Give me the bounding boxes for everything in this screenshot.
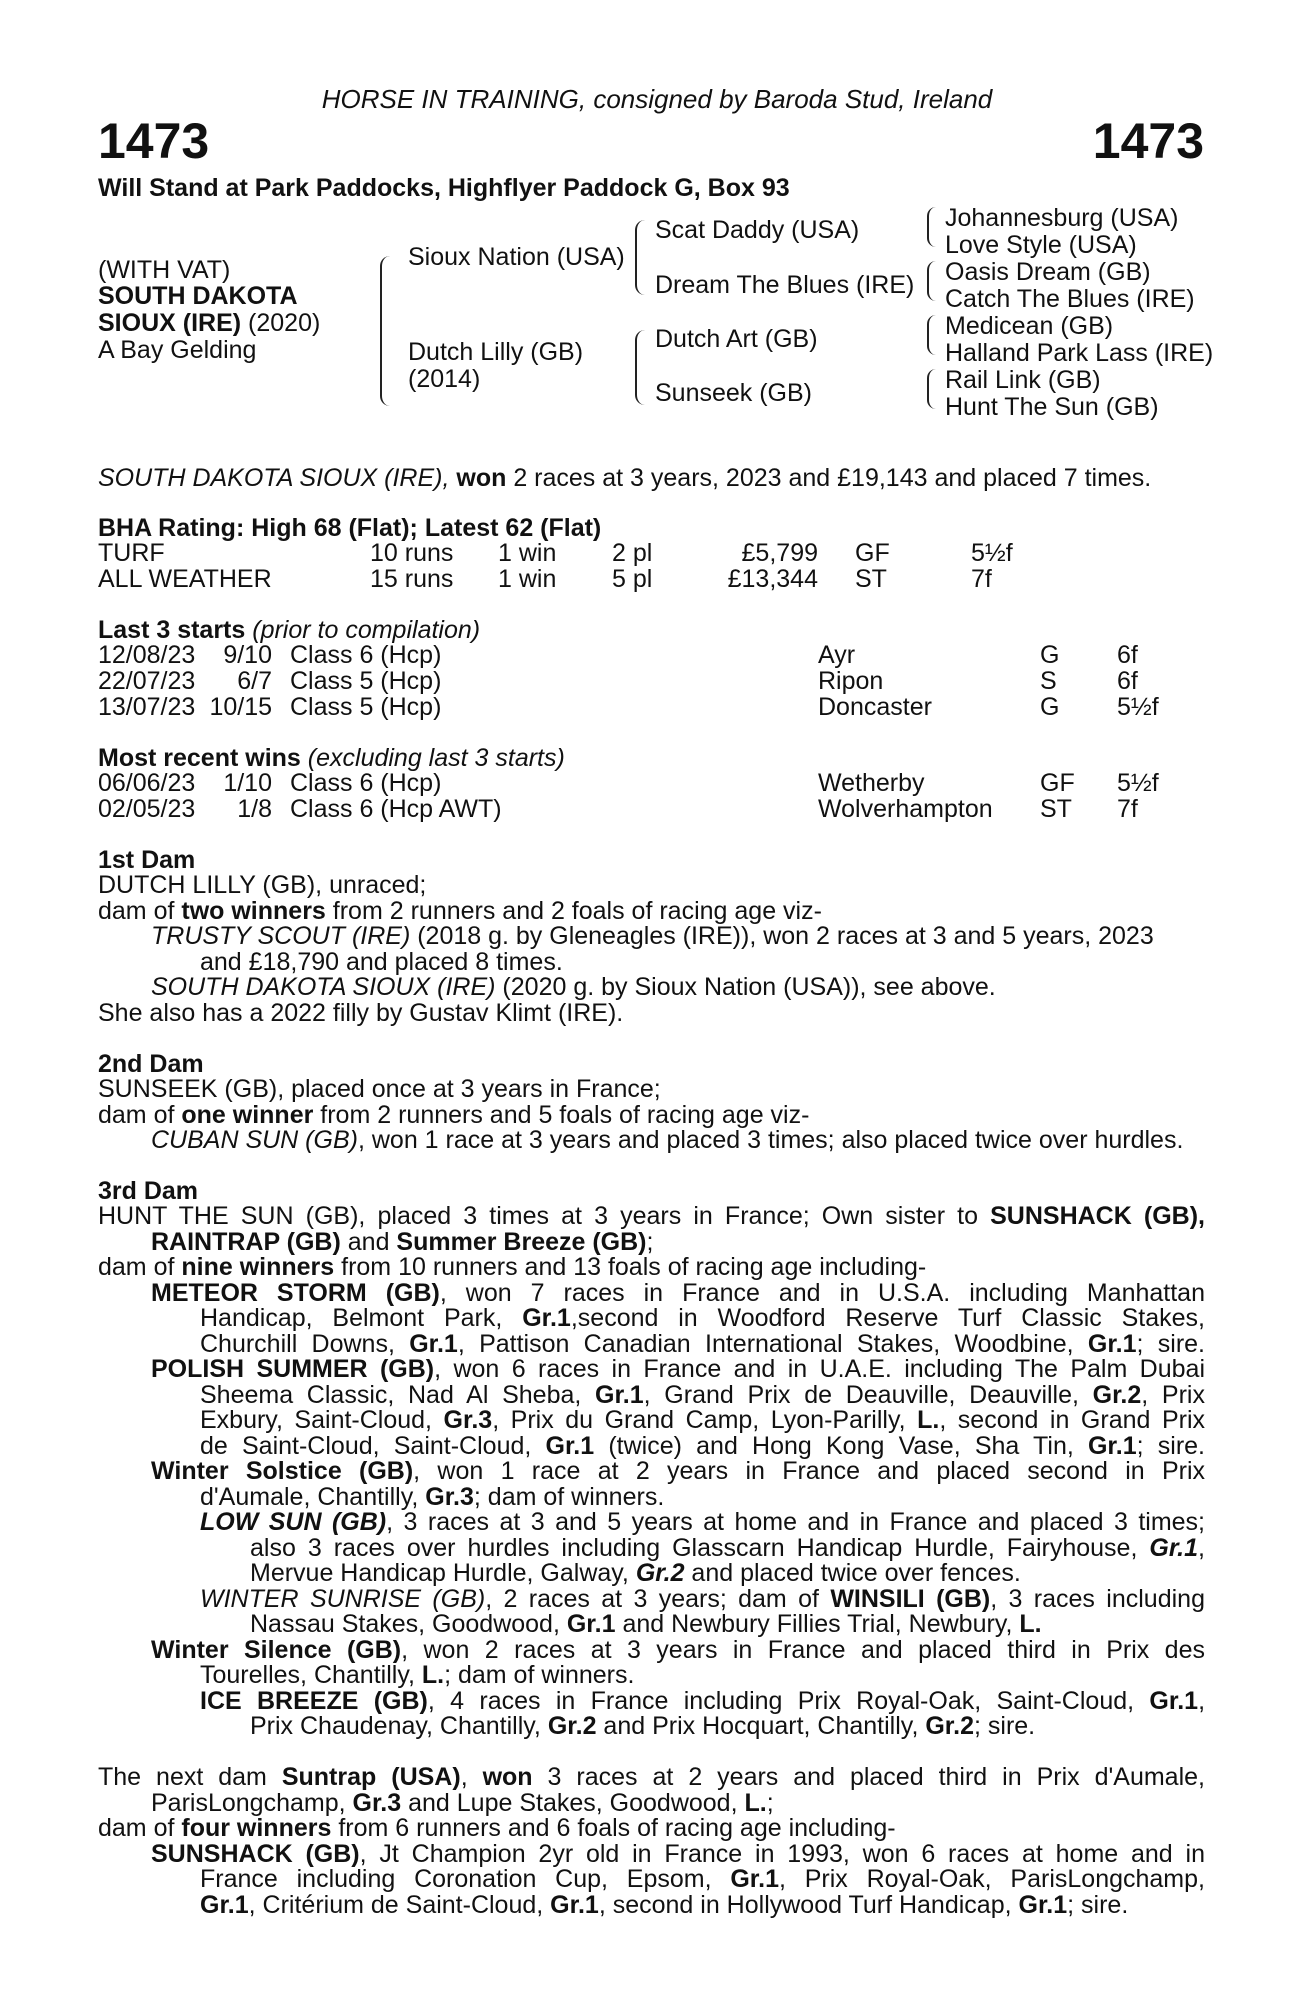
dam3-line: [98, 1204, 1205, 1229]
next-dam-line: [200, 1893, 1205, 1918]
grade: Gr.2: [635, 1559, 685, 1587]
produce-name: SUNSHACK (GB): [151, 1840, 360, 1868]
grade: Gr.1: [1087, 1330, 1137, 1358]
start-going: G: [1040, 693, 1060, 721]
grade: Gr.1: [730, 1865, 779, 1893]
win-position: 1/10: [223, 769, 272, 797]
produce-text: also 3 races over hurdles including Glasscarn Handicap Hurdle, Fairyhouse,: [250, 1534, 1150, 1562]
produce-name: TRUSTY SCOUT (IRE): [151, 922, 411, 950]
start-row: [0, 643, 1314, 669]
win-going: GF: [1040, 769, 1075, 797]
horse-name-line2-text: SIOUX (IRE): [98, 309, 242, 337]
brace-dam: [635, 330, 645, 405]
dam-sire: Dutch Art (GB): [655, 325, 818, 353]
dam3-line: [151, 1230, 1205, 1255]
produce-name: Winter Silence (GB): [151, 1636, 402, 1664]
next-dam-line: [200, 1867, 1205, 1892]
next-dam-winners: four winners: [181, 1814, 332, 1842]
start-distance: 6f: [1117, 641, 1138, 669]
recent-wins-note: (excluding last 3 starts): [307, 744, 565, 772]
start-distance: 5½f: [1117, 693, 1159, 721]
produce-text: , Jt Champion 2yr old in France in 1993, won 6 races at home and in: [359, 1840, 1205, 1868]
produce-text: (twice) and Hong Kong Vase, Sha Tin,: [594, 1432, 1088, 1460]
dam3-line: [98, 1255, 1205, 1280]
produce-text: and placed twice over fences.: [684, 1559, 1021, 1587]
start-course: Ayr: [818, 641, 856, 669]
dam3-line: [200, 1383, 1205, 1408]
grand-7: Rail Link (GB): [945, 366, 1101, 394]
rating-row: [0, 567, 1314, 593]
dam3-text: and: [340, 1228, 397, 1256]
grade: Gr.2: [1092, 1381, 1142, 1409]
win-date: 06/06/23: [98, 769, 196, 797]
dam-dam: Sunseek (GB): [655, 379, 813, 407]
summary-rest: 2 races at 3 years, 2023 and £19,143 and placed 7 times.: [513, 464, 1152, 492]
rating-going: ST: [855, 565, 887, 593]
consignment-line: HORSE IN TRAINING, consigned by Baroda Stud, Ireland: [321, 84, 993, 114]
dam: Dutch Lilly (GB): [408, 338, 584, 366]
dam3-line: [250, 1536, 1205, 1561]
brace-horse: [380, 256, 390, 406]
produce-text: Tourelles, Chantilly,: [200, 1661, 422, 1689]
rating-surface: ALL WEATHER: [98, 565, 272, 593]
start-going: G: [1040, 641, 1060, 669]
produce-text: , won 1 race at 2 years in France and placed second in Prix: [413, 1457, 1205, 1485]
dam3-winners: nine winners: [181, 1253, 335, 1281]
dam1-line: and £18,790 and placed 8 times.: [200, 948, 563, 976]
dam1-text: from 2 runners and 2 foals of racing age viz-: [325, 897, 822, 925]
last3-heading: [98, 618, 480, 643]
produce-text: , Prix Royal-Oak, ParisLongchamp,: [779, 1865, 1205, 1893]
produce-text: Handicap, Belmont Park,: [200, 1304, 523, 1332]
start-position: 6/7: [237, 667, 272, 695]
grade: L.: [744, 1789, 767, 1817]
rating-prize: £5,799: [741, 539, 818, 567]
rating-row: [0, 541, 1314, 567]
next-dam-text: ;: [766, 1789, 774, 1817]
grade: Gr.1: [409, 1330, 458, 1358]
grade: Gr.1: [522, 1304, 571, 1332]
produce-text: , Pattison Canadian International Stakes, Woodbine,: [457, 1330, 1088, 1358]
produce-text: , second in Grand Prix: [939, 1406, 1205, 1434]
dam2-line: [151, 1128, 1183, 1153]
dam1-line: She also has a 2022 filly by Gustav Klimt (IRE).: [98, 999, 624, 1027]
produce-text: , 3 races at 3 and 5 years at home and in France and placed 3 times;: [386, 1508, 1205, 1536]
recent-wins-heading: [98, 746, 565, 771]
dam2-line: SUNSEEK (GB), placed once at 3 years in France;: [98, 1075, 661, 1103]
rating-surface: TURF: [98, 539, 165, 567]
sire: Sioux Nation (USA): [408, 243, 625, 271]
grade: Gr.3: [352, 1789, 402, 1817]
sibling-name: SUNSHACK (GB),: [990, 1202, 1205, 1230]
win-row: [0, 771, 1314, 797]
produce-text: , 4 races in France including Prix Royal-Oak, Saint-Cloud,: [427, 1687, 1150, 1715]
dam3-line: [151, 1638, 1205, 1663]
dam1-heading: 1st Dam: [98, 846, 196, 874]
grand-6: Halland Park Lass (IRE): [945, 339, 1214, 367]
start-row: [0, 669, 1314, 695]
dam2-text: from 2 runners and 5 foals of racing age viz-: [313, 1101, 810, 1129]
start-distance: 6f: [1117, 667, 1138, 695]
win-race: Class 6 (Hcp AWT): [290, 795, 502, 823]
win-going: ST: [1040, 795, 1072, 823]
produce-text: Sheema Classic, Nad Al Sheba,: [200, 1381, 596, 1409]
next-dam-line: [151, 1842, 1205, 1867]
produce-name: CUBAN SUN (GB): [151, 1126, 358, 1154]
produce-text: ; sire.: [1136, 1330, 1206, 1358]
produce-text: ,: [1198, 1687, 1206, 1715]
brace-g2: [927, 261, 936, 301]
produce-text: de Saint-Cloud, Saint-Cloud,: [200, 1432, 546, 1460]
dam-year: (2014): [408, 365, 481, 393]
dam3-line: [151, 1281, 1205, 1306]
produce-text: , Critérium de Saint-Cloud,: [248, 1891, 551, 1919]
produce-name: Winter Solstice (GB): [151, 1457, 414, 1485]
rating-heading: BHA Rating: High 68 (Flat); Latest 62 (Flat): [98, 514, 602, 542]
start-race: Class 5 (Hcp): [290, 667, 442, 695]
produce-text: ; sire.: [1067, 1891, 1129, 1919]
dam3-text: HUNT THE SUN (GB), placed 3 times at 3 years in France; Own sister to: [98, 1202, 991, 1230]
rating-wins: 1 win: [498, 565, 557, 593]
dam1-line: DUTCH LILLY (GB), unraced;: [98, 871, 427, 899]
produce-text: ; dam of winners.: [473, 1483, 665, 1511]
rating-distance: 5½f: [971, 539, 1013, 567]
dam3-line: [200, 1306, 1205, 1331]
dam3-line: [200, 1485, 1205, 1510]
last3-note: (prior to compilation): [252, 616, 481, 644]
dam3-line: [200, 1663, 1205, 1688]
dam3-line: [200, 1434, 1205, 1459]
win-course: Wetherby: [818, 769, 925, 797]
produce-text: , Prix: [1141, 1381, 1205, 1409]
rating-places: 2 pl: [612, 539, 653, 567]
next-dam-name: Suntrap (USA): [281, 1763, 461, 1791]
dam2-heading: 2nd Dam: [98, 1050, 204, 1078]
grade: L.: [421, 1661, 445, 1689]
start-date: 22/07/23: [98, 667, 196, 695]
grade: Gr.1: [550, 1891, 599, 1919]
grade: L.: [917, 1406, 940, 1434]
produce-name: POLISH SUMMER (GB): [151, 1355, 435, 1383]
next-dam-text: ParisLongchamp,: [151, 1789, 353, 1817]
grand-1: Johannesburg (USA): [945, 204, 1179, 232]
grade: Gr.2: [925, 1712, 974, 1740]
produce-text: Churchill Downs,: [200, 1330, 410, 1358]
dam3-line: [200, 1587, 1205, 1612]
grade: Gr.1: [1018, 1891, 1068, 1919]
brace-g4: [927, 369, 936, 409]
lot-number-right: 1473: [1092, 113, 1204, 169]
grade: Gr.3: [443, 1406, 493, 1434]
next-dam-line: [98, 1816, 1205, 1841]
produce-text: ,: [1198, 1534, 1205, 1562]
next-dam-text: The next dam: [98, 1763, 282, 1791]
dam3-text: from 10 runners and 13 foals of racing age including-: [334, 1253, 927, 1281]
dam1-line: [151, 975, 996, 1000]
rating-places: 5 pl: [612, 565, 653, 593]
horse-name-line1: SOUTH DAKOTA: [98, 282, 298, 310]
win-distance: 7f: [1117, 795, 1138, 823]
dam1-winners: two winners: [181, 897, 326, 925]
brace-sire: [635, 220, 645, 295]
dam1-line: [151, 924, 1154, 949]
produce-text: , second in Hollywood Turf Handicap,: [598, 1891, 1019, 1919]
brace-g3: [927, 315, 936, 355]
rating-distance: 7f: [971, 565, 992, 593]
grand-5: Medicean (GB): [945, 312, 1114, 340]
sire-sire: Scat Daddy (USA): [655, 216, 860, 244]
dam3-line: [200, 1689, 1205, 1714]
produce-text: ; dam of winners.: [444, 1661, 635, 1689]
next-dam-line: [151, 1791, 1205, 1816]
grade: Gr.1: [1087, 1432, 1137, 1460]
dam3-heading: 3rd Dam: [98, 1177, 199, 1205]
grand-3: Oasis Dream (GB): [945, 258, 1151, 286]
produce-name: ICE BREEZE (GB): [200, 1687, 428, 1715]
win-position: 1/8: [237, 795, 272, 823]
dam1-line: [98, 899, 822, 924]
start-position: 9/10: [223, 641, 272, 669]
next-dam-text: dam of: [98, 1814, 182, 1842]
produce-text: , Grand Prix de Deauville, Deauville,: [643, 1381, 1093, 1409]
start-race: Class 5 (Hcp): [290, 693, 442, 721]
grade: Gr.1: [566, 1610, 616, 1638]
dam2-winners: one winner: [181, 1101, 314, 1129]
dam3-text: dam of: [98, 1253, 182, 1281]
grade: Gr.1: [545, 1432, 595, 1460]
produce-text: and Newbury Fillies Trial, Newbury,: [615, 1610, 1020, 1638]
sibling-name: Summer Breeze (GB): [396, 1228, 647, 1256]
lot-number-left: 1473: [98, 113, 210, 169]
produce-text: , won 1 race at 3 years and placed 3 times; also placed twice over hurdles.: [357, 1126, 1184, 1154]
grade: Gr.1: [1149, 1687, 1199, 1715]
start-position: 10/15: [209, 693, 272, 721]
dam2-line: [98, 1103, 809, 1128]
win-course: Wolverhampton: [818, 795, 993, 823]
horse-description: A Bay Gelding: [98, 336, 257, 364]
win-row: [0, 797, 1314, 823]
rating-runs: 15 runs: [370, 565, 454, 593]
produce-text: France including Coronation Cup, Epsom,: [200, 1865, 731, 1893]
horse-name-line2: [98, 311, 320, 336]
produce-name: WINSILI (GB): [830, 1585, 991, 1613]
start-course: Ripon: [818, 667, 884, 695]
produce-text: , 3 races including: [990, 1585, 1205, 1613]
grade: Gr.1: [200, 1891, 249, 1919]
produce-text: (2018 g. by Gleneagles (IRE)), won 2 races at 3 and 5 years, 2023: [410, 922, 1154, 950]
produce-text: , won 2 races at 3 years in France and placed third in Prix des: [401, 1636, 1205, 1664]
next-dam-line: [98, 1765, 1205, 1790]
dam3-line: [200, 1408, 1205, 1433]
next-dam-won: won: [482, 1763, 533, 1791]
produce-text: , won 7 races in France and in U.S.A. including Manhattan: [439, 1279, 1205, 1307]
grade: Gr.2: [547, 1712, 597, 1740]
recent-wins-title: Most recent wins: [98, 744, 301, 772]
start-row: [0, 695, 1314, 721]
next-dam-text: ,: [460, 1763, 483, 1791]
grade: Gr.1: [1149, 1534, 1199, 1562]
start-race: Class 6 (Hcp): [290, 641, 442, 669]
sibling-name: RAINTRAP (GB): [151, 1228, 341, 1256]
dam3-text: ;: [646, 1228, 654, 1256]
grade: Gr.3: [425, 1483, 474, 1511]
produce-text: , won 6 races in France and in U.A.E. including The Palm Dubai: [434, 1355, 1205, 1383]
race-summary: [98, 466, 1151, 491]
produce-name: LOW SUN (GB): [200, 1508, 387, 1536]
produce-text: Mervue Handicap Hurdle, Galway,: [250, 1559, 636, 1587]
produce-text: and Prix Hocquart, Chantilly,: [596, 1712, 926, 1740]
dam1-text: dam of: [98, 897, 182, 925]
rating-prize: £13,344: [727, 565, 818, 593]
produce-text: ; sire.: [1136, 1432, 1206, 1460]
last3-title: Last 3 starts: [98, 616, 246, 644]
produce-text: Prix Chaudenay, Chantilly,: [250, 1712, 548, 1740]
dam3-line: [200, 1332, 1205, 1357]
dam3-line: [250, 1561, 1205, 1586]
grand-4: Catch The Blues (IRE): [945, 285, 1195, 313]
dam3-line: [250, 1612, 1205, 1637]
brace-g1: [927, 207, 936, 247]
grand-2: Love Style (USA): [945, 231, 1137, 259]
rating-wins: 1 win: [498, 539, 557, 567]
start-going: S: [1040, 667, 1057, 695]
sire-dam: Dream The Blues (IRE): [655, 271, 915, 299]
next-dam-text: 3 races at 2 years and placed third in Prix d'Aumale,: [532, 1763, 1205, 1791]
dam3-line: [250, 1714, 1205, 1739]
dam2-text: dam of: [98, 1101, 182, 1129]
next-dam-text: from 6 runners and 6 foals of racing age including-: [331, 1814, 896, 1842]
dam3-line: [151, 1459, 1205, 1484]
produce-text: , 2 races at 3 years; dam of: [485, 1585, 831, 1613]
produce-text: Nassau Stakes, Goodwood,: [250, 1610, 567, 1638]
produce-text: ; sire.: [974, 1712, 1036, 1740]
produce-text: , Prix du Grand Camp, Lyon-Parilly,: [492, 1406, 918, 1434]
produce-text: Exbury, Saint-Cloud,: [200, 1406, 444, 1434]
grade: L.: [1019, 1610, 1042, 1638]
vat-note: (WITH VAT): [98, 256, 231, 284]
produce-name: SOUTH DAKOTA SIOUX (IRE): [151, 973, 496, 1001]
start-course: Doncaster: [818, 693, 932, 721]
start-date: 13/07/23: [98, 693, 196, 721]
summary-won: won: [456, 464, 507, 492]
produce-name: WINTER SUNRISE (GB): [200, 1585, 486, 1613]
grade: Gr.1: [595, 1381, 644, 1409]
produce-text: d'Aumale, Chantilly,: [200, 1483, 426, 1511]
win-distance: 5½f: [1117, 769, 1159, 797]
win-date: 02/05/23: [98, 795, 196, 823]
produce-text: (2020 g. by Sioux Nation (USA)), see above.: [495, 973, 996, 1001]
grand-8: Hunt The Sun (GB): [945, 393, 1159, 421]
stable-location: Will Stand at Park Paddocks, Highflyer Paddock G, Box 93: [98, 174, 790, 202]
summary-name: SOUTH DAKOTA SIOUX (IRE),: [98, 464, 450, 492]
horse-year: (2020): [248, 309, 321, 337]
produce-text: ,second in Woodford Reserve Turf Classic Stakes,: [570, 1304, 1205, 1332]
dam3-line: [151, 1357, 1205, 1382]
next-dam-text: and Lupe Stakes, Goodwood,: [401, 1789, 745, 1817]
win-race: Class 6 (Hcp): [290, 769, 442, 797]
rating-runs: 10 runs: [370, 539, 454, 567]
rating-going: GF: [855, 539, 890, 567]
dam3-line: [200, 1510, 1205, 1535]
start-date: 12/08/23: [98, 641, 196, 669]
produce-name: METEOR STORM (GB): [151, 1279, 440, 1307]
